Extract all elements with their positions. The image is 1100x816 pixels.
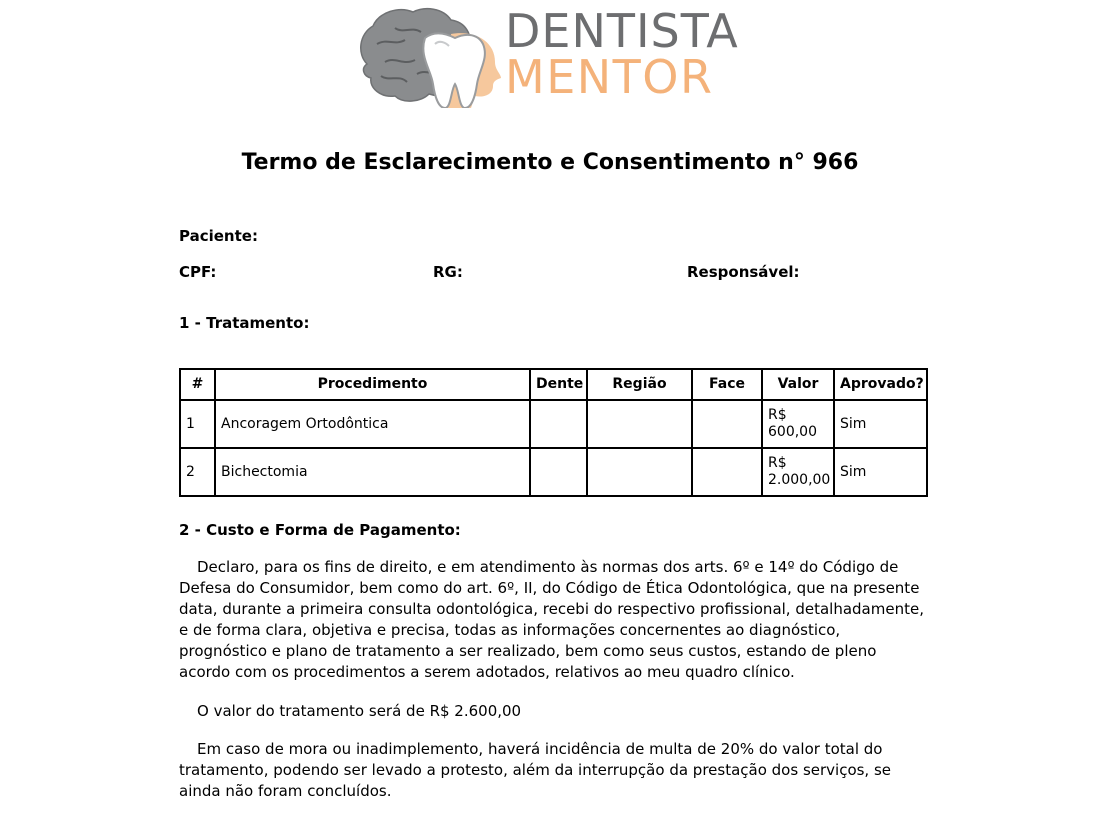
logo-text-dentista: DENTISTA: [505, 4, 739, 58]
cpf-label: CPF:: [179, 263, 217, 281]
cell-valor: R$ 600,00: [762, 400, 834, 448]
table-row: [180, 400, 927, 448]
paragraph-declaracao: Declaro, para os fins de direito, e em atendimento às normas dos arts. 6º e 14º do Código de Defesa do Consumidor, bem como do art. 6º, II, do Código de Ética Odontológica, que na presente data, durante a primeira consulta odontológica, recebi do respectivo profissional, detalhadamente, e de forma clara, objetiva e precisa, todas as informações concernentes ao diagnóstico, prognóstico e plano de tratamento a ser realizado, bem como seus custos, estando de pleno acordo com os procedimentos a serem adotados, relativos ao meu quadro clínico.: [179, 558, 924, 681]
brand-logo: [355, 4, 755, 108]
column-header: Dente: [530, 369, 587, 400]
responsavel-label: Responsável:: [687, 263, 800, 281]
paragraph-valor: O valor do tratamento será de R$ 2.600,00: [197, 702, 522, 720]
cell-aprovado: Sim: [834, 448, 927, 496]
table-row: [180, 448, 927, 496]
section-tratamento-title: 1 - Tratamento:: [179, 314, 310, 332]
cell-regiao: [587, 400, 692, 448]
paragraph-mora: Em caso de mora ou inadimplemento, haverá incidência de multa de 20% do valor total do tratamento, podendo ser levado a protesto, além da interrupção da prestação dos serviços, se ainda não foram concluídos.: [179, 740, 892, 800]
cell-regiao: [587, 448, 692, 496]
cell-dente: [530, 448, 587, 496]
table-header-row: [180, 369, 927, 400]
brain-icon: [355, 4, 505, 108]
cell-face: [692, 448, 762, 496]
column-header: Aprovado?: [834, 369, 927, 400]
logo-text-mentor: MENTOR: [505, 50, 714, 104]
cell-num: 1: [180, 400, 215, 448]
cell-aprovado: Sim: [834, 400, 927, 448]
section-pagamento-title: 2 - Custo e Forma de Pagamento:: [179, 521, 461, 539]
column-header: Valor: [762, 369, 834, 400]
paciente-label: Paciente:: [179, 227, 258, 245]
rg-label: RG:: [433, 263, 463, 281]
page-title: Termo de Esclarecimento e Consentimento n° 966: [241, 150, 859, 175]
cell-face: [692, 400, 762, 448]
cell-num: 2: [180, 448, 215, 496]
column-header: Face: [692, 369, 762, 400]
cell-dente: [530, 400, 587, 448]
cell-procedimento: Ancoragem Ortodôntica: [215, 400, 530, 448]
cell-procedimento: Bichectomia: [215, 448, 530, 496]
procedures-table: [179, 368, 928, 497]
column-header: #: [180, 369, 215, 400]
column-header: Procedimento: [215, 369, 530, 400]
cell-valor: R$ 2.000,00: [762, 448, 834, 496]
column-header: Região: [587, 369, 692, 400]
